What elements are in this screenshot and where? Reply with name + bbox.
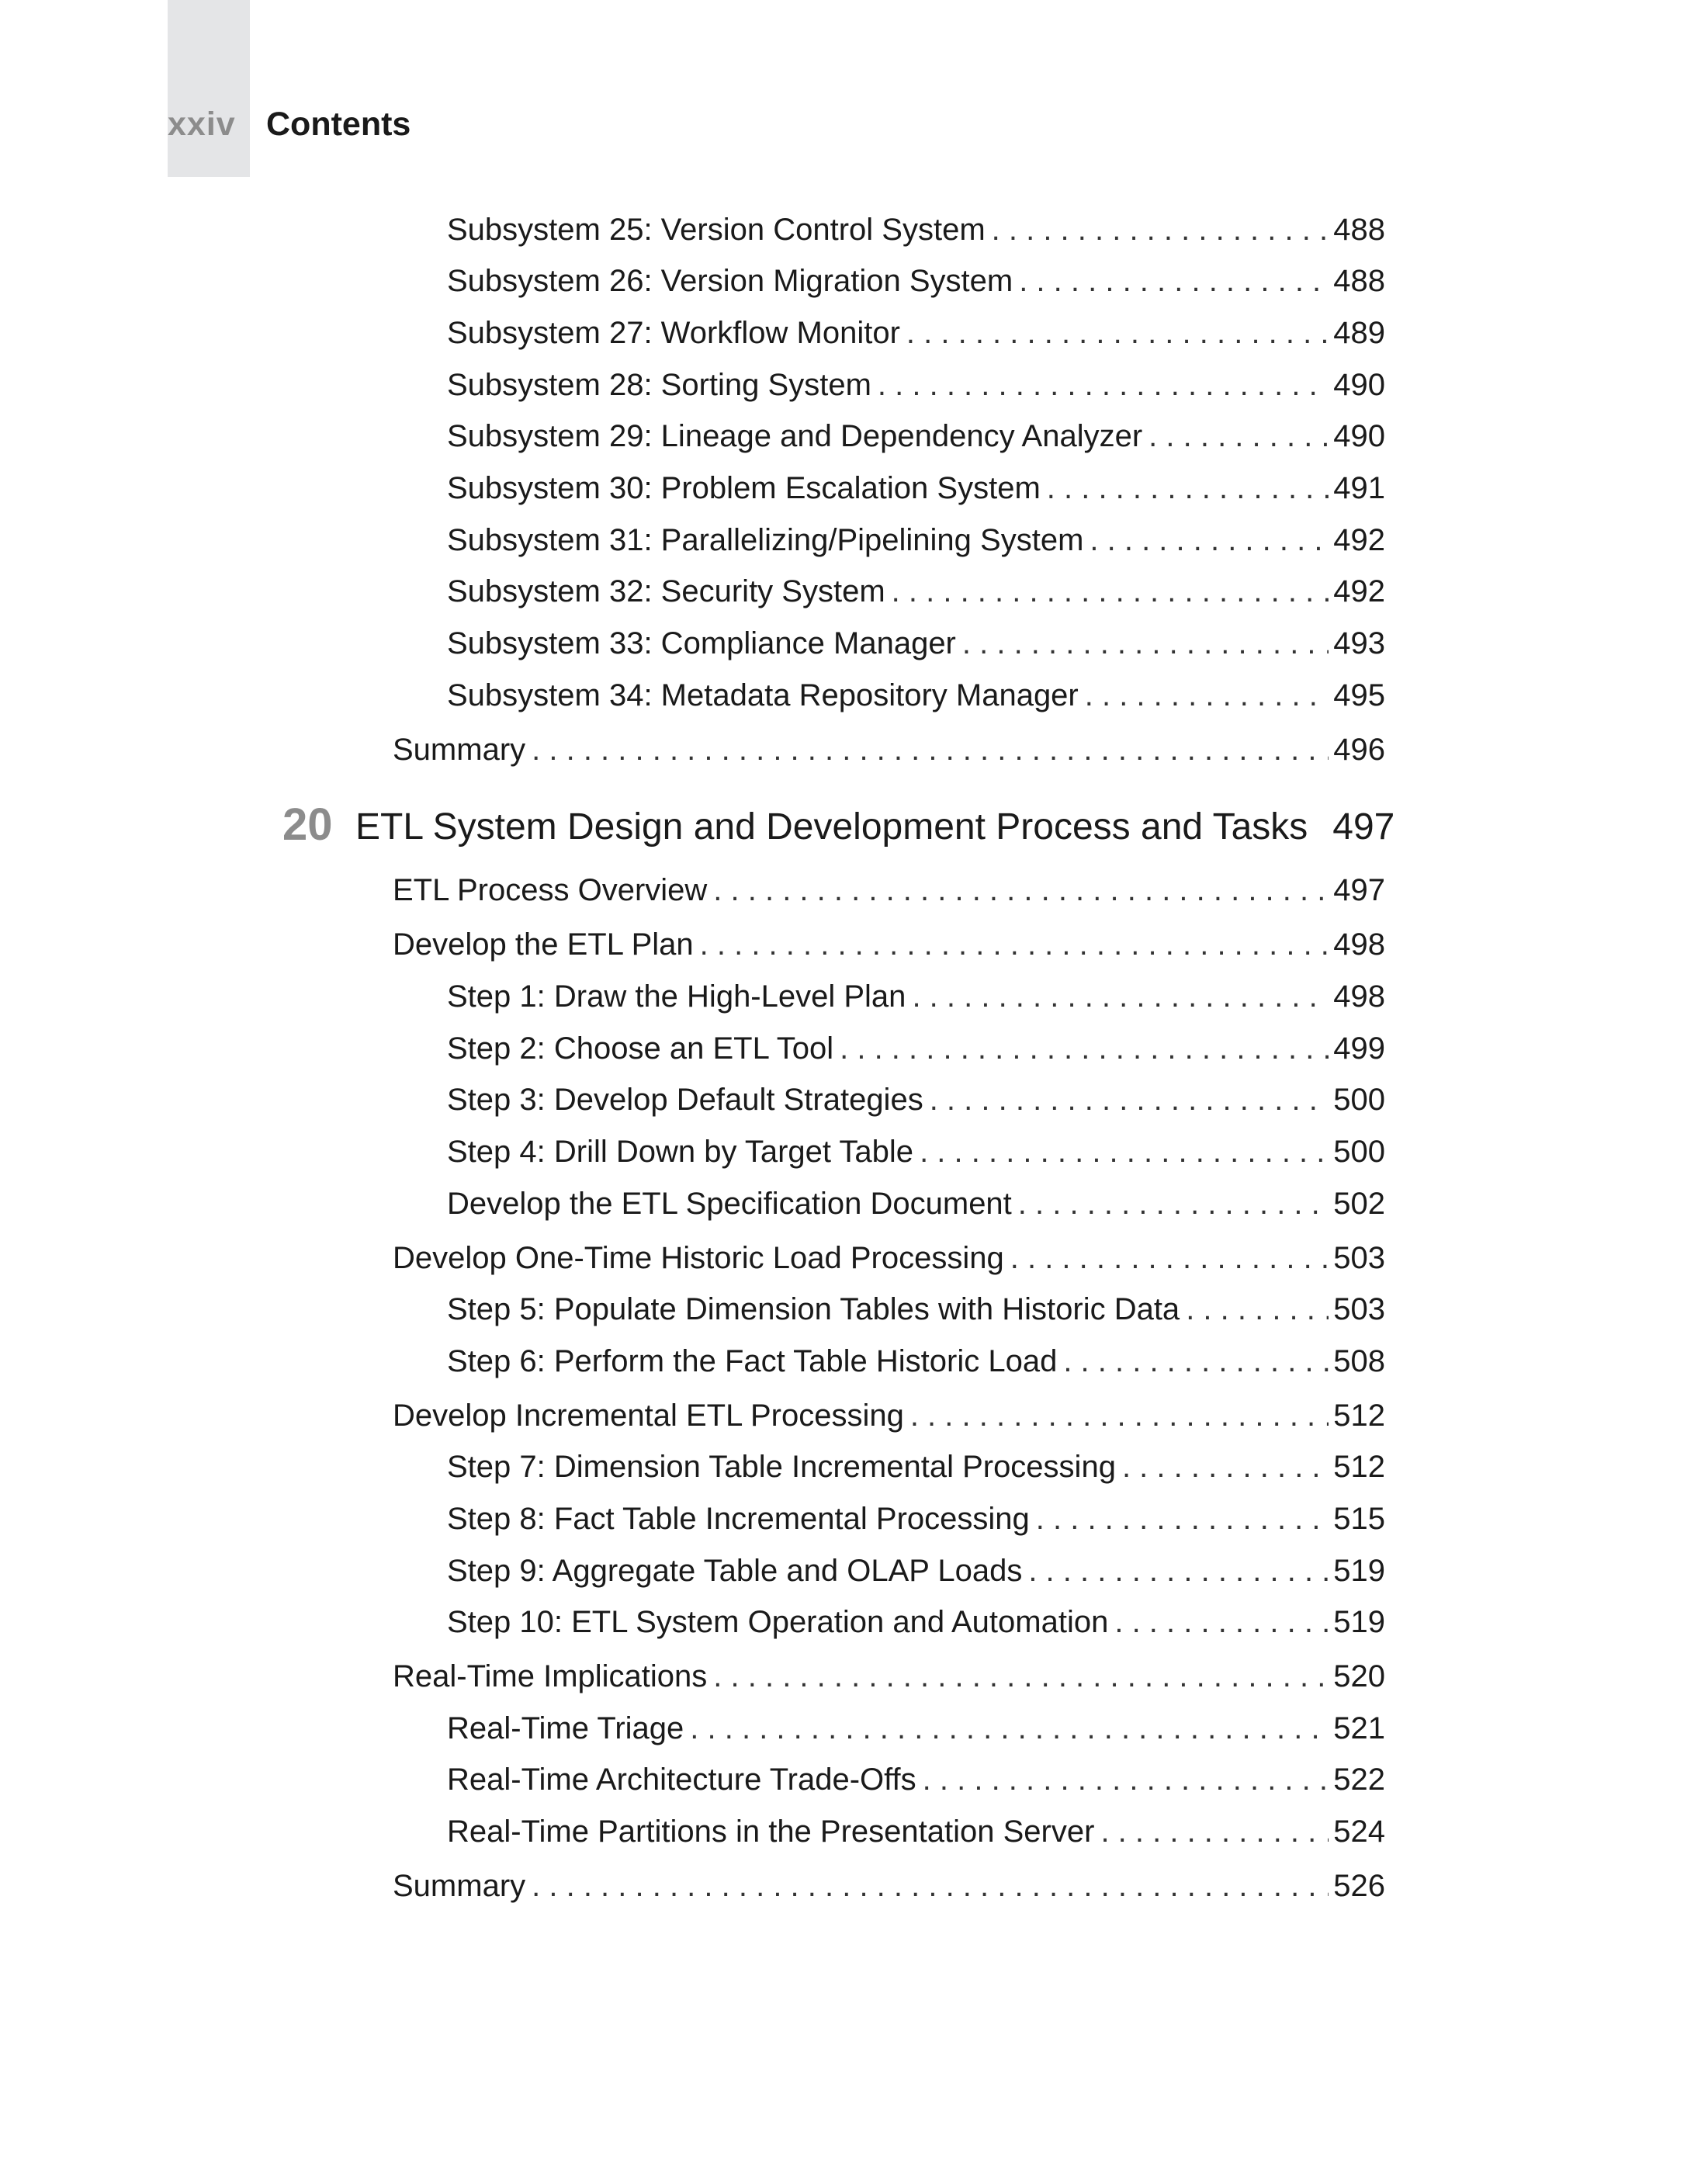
toc-entry[interactable] — [447, 1185, 1385, 1222]
toc-entry[interactable] — [447, 522, 1385, 559]
toc-leader — [906, 314, 1329, 352]
toc-leader — [923, 1761, 1329, 1798]
toc-leader — [532, 1867, 1329, 1905]
chapter-entry[interactable] — [355, 804, 1395, 851]
toc-entry-title: Step 10: ETL System Operation and Automation — [447, 1605, 1109, 1639]
toc-entry-title: Step 8: Fact Table Incremental Processing — [447, 1502, 1030, 1536]
toc-entry-page: 519 — [1333, 1605, 1385, 1639]
toc-entry-page: 502 — [1333, 1187, 1385, 1221]
toc-entry-title: Subsystem 29: Lineage and Dependency Analyzer — [447, 419, 1143, 453]
toc-entry[interactable] — [393, 731, 1385, 768]
toc-leader — [690, 1710, 1329, 1747]
toc-entry[interactable] — [447, 1500, 1385, 1537]
toc-entry[interactable] — [447, 1081, 1385, 1118]
toc-entry-page: 490 — [1333, 419, 1385, 453]
toc-entry[interactable] — [393, 1239, 1385, 1277]
toc-entry-title: Subsystem 25: Version Control System — [447, 213, 986, 247]
toc-leader — [1047, 470, 1329, 507]
toc-entry[interactable] — [447, 470, 1385, 507]
toc-leader — [713, 1658, 1329, 1695]
toc-entry[interactable] — [393, 926, 1385, 963]
toc-entry-page: 503 — [1333, 1241, 1385, 1275]
toc-entry[interactable] — [447, 314, 1385, 352]
toc-leader — [1186, 1291, 1329, 1328]
toc-entry-page: 499 — [1333, 1031, 1385, 1066]
toc-entry[interactable] — [447, 418, 1385, 455]
toc-entry-page: 498 — [1333, 927, 1385, 962]
toc-entry[interactable] — [447, 978, 1385, 1015]
toc-entry[interactable] — [447, 366, 1385, 404]
toc-entry-title: Subsystem 30: Problem Escalation System — [447, 471, 1041, 505]
toc-leader — [1100, 1813, 1329, 1850]
toc-entry-title: Real-Time Implications — [393, 1659, 708, 1693]
toc-entry-page: 489 — [1333, 316, 1385, 350]
toc-leader — [1019, 262, 1329, 300]
toc-entry[interactable] — [447, 1291, 1385, 1328]
toc-leader — [878, 366, 1329, 404]
toc-entry[interactable] — [393, 1658, 1385, 1695]
toc-entry[interactable] — [447, 1552, 1385, 1589]
toc-leader — [1010, 1239, 1329, 1277]
toc-leader — [962, 625, 1329, 662]
toc-entry[interactable] — [447, 1813, 1385, 1850]
toc-entry-page: 491 — [1333, 471, 1385, 505]
chapter-page: 497 — [1332, 806, 1395, 848]
running-head: Contents — [266, 106, 411, 143]
toc-entry-title: Step 2: Choose an ETL Tool — [447, 1031, 834, 1066]
toc-entry-page: 492 — [1333, 574, 1385, 608]
toc-entry-title: Subsystem 34: Metadata Repository Manager — [447, 678, 1079, 712]
toc-entry[interactable] — [447, 677, 1385, 714]
toc-entry-title: Step 4: Drill Down by Target Table — [447, 1135, 914, 1169]
toc-entry-title: ETL Process Overview — [393, 873, 708, 907]
toc-entry-title: Step 1: Draw the High-Level Plan — [447, 979, 906, 1014]
toc-entry[interactable] — [447, 1448, 1385, 1485]
toc-entry[interactable] — [447, 1030, 1385, 1067]
toc-entry-page: 488 — [1333, 213, 1385, 247]
toc-entry-title: Subsystem 28: Sorting System — [447, 368, 871, 402]
toc-leader — [1148, 418, 1329, 455]
toc-entry-title: Step 6: Perform the Fact Table Historic Load — [447, 1344, 1058, 1378]
toc-entry-page: 492 — [1333, 523, 1385, 557]
toc-leader — [912, 978, 1329, 1015]
toc-leader — [840, 1030, 1329, 1067]
toc-entry-page: 500 — [1333, 1083, 1385, 1117]
toc-entry-page: 493 — [1333, 626, 1385, 660]
toc-entry-page: 488 — [1333, 264, 1385, 298]
toc-entry-page: 500 — [1333, 1135, 1385, 1169]
toc-entry-title: Subsystem 26: Version Migration System — [447, 264, 1013, 298]
toc-entry-page: 512 — [1333, 1399, 1385, 1433]
toc-entry-page: 526 — [1333, 1869, 1385, 1903]
toc-leader — [1090, 522, 1329, 559]
toc-entry[interactable] — [447, 1133, 1385, 1170]
toc-entry-title: Develop the ETL Specification Document — [447, 1187, 1012, 1221]
toc-leader — [1018, 1185, 1329, 1222]
toc-entry-title: Develop One-Time Historic Load Processing — [393, 1241, 1004, 1275]
toc-entry-page: 515 — [1333, 1502, 1385, 1536]
toc-entry-title: Real-Time Architecture Trade-Offs — [447, 1763, 916, 1797]
toc-entry-title: Subsystem 32: Security System — [447, 574, 885, 608]
toc-entry-page: 498 — [1333, 979, 1385, 1014]
toc-leader — [910, 1397, 1329, 1434]
toc-entry-page: 503 — [1333, 1292, 1385, 1326]
toc-entry-title: Summary — [393, 1869, 526, 1903]
toc-leader — [992, 211, 1329, 248]
toc-entry-page: 508 — [1333, 1344, 1385, 1378]
toc-entry-title: Step 7: Dimension Table Incremental Processing — [447, 1450, 1116, 1484]
toc-leader — [532, 731, 1329, 768]
toc-entry-title: Subsystem 27: Workflow Monitor — [447, 316, 900, 350]
toc-entry[interactable] — [393, 1867, 1385, 1905]
toc-entry-page: 524 — [1333, 1815, 1385, 1849]
toc-entry[interactable] — [447, 1603, 1385, 1641]
toc-entry[interactable] — [447, 573, 1385, 610]
toc-entry-title: Subsystem 33: Compliance Manager — [447, 626, 956, 660]
toc-entry-title: Step 3: Develop Default Strategies — [447, 1083, 923, 1117]
toc-entry-page: 520 — [1333, 1659, 1385, 1693]
page-number: xxiv — [168, 106, 236, 143]
toc-leader — [713, 872, 1329, 909]
toc-entry[interactable] — [393, 1397, 1385, 1434]
toc-entry-title: Real-Time Triage — [447, 1711, 684, 1745]
toc-leader — [892, 573, 1329, 610]
toc-entry[interactable] — [393, 872, 1385, 909]
toc-leader — [1122, 1448, 1329, 1485]
toc-entry[interactable] — [447, 1761, 1385, 1798]
toc-leader — [1028, 1552, 1329, 1589]
toc-entry-page: 495 — [1333, 678, 1385, 712]
chapter-title: ETL System Design and Development Process and Tasks — [355, 806, 1308, 848]
toc-entry-title: Step 5: Populate Dimension Tables with Historic Data — [447, 1292, 1180, 1326]
toc-entry[interactable] — [447, 625, 1385, 662]
toc-entry-title: Real-Time Partitions in the Presentation Server — [447, 1815, 1095, 1849]
toc-entry-title: Subsystem 31: Parallelizing/Pipelining System — [447, 523, 1084, 557]
toc-leader — [930, 1081, 1329, 1118]
toc-entry-title: Develop Incremental ETL Processing — [393, 1399, 904, 1433]
toc-entry-page: 521 — [1333, 1711, 1385, 1745]
toc-leader — [1036, 1500, 1329, 1537]
toc-entry[interactable] — [447, 1710, 1385, 1747]
toc-leader — [1114, 1603, 1329, 1641]
toc-entry-title: Step 9: Aggregate Table and OLAP Loads — [447, 1554, 1023, 1588]
header-tab — [168, 0, 250, 177]
chapter-number: 20 — [282, 799, 333, 850]
toc-entry[interactable] — [447, 1343, 1385, 1380]
toc-leader — [700, 926, 1329, 963]
toc-entry-page: 522 — [1333, 1763, 1385, 1797]
toc-leader — [1085, 677, 1329, 714]
toc-entry-title: Summary — [393, 733, 526, 767]
toc-entry-page: 512 — [1333, 1450, 1385, 1484]
toc-entry-title: Develop the ETL Plan — [393, 927, 694, 962]
toc-leader — [1063, 1343, 1329, 1380]
toc-leader — [920, 1133, 1329, 1170]
toc-entry[interactable] — [447, 262, 1385, 300]
toc-entry-page: 496 — [1333, 733, 1385, 767]
toc-entry-page: 497 — [1333, 873, 1385, 907]
toc-entry-page: 490 — [1333, 368, 1385, 402]
toc-entry[interactable] — [447, 211, 1385, 248]
toc-entry-page: 519 — [1333, 1554, 1385, 1588]
